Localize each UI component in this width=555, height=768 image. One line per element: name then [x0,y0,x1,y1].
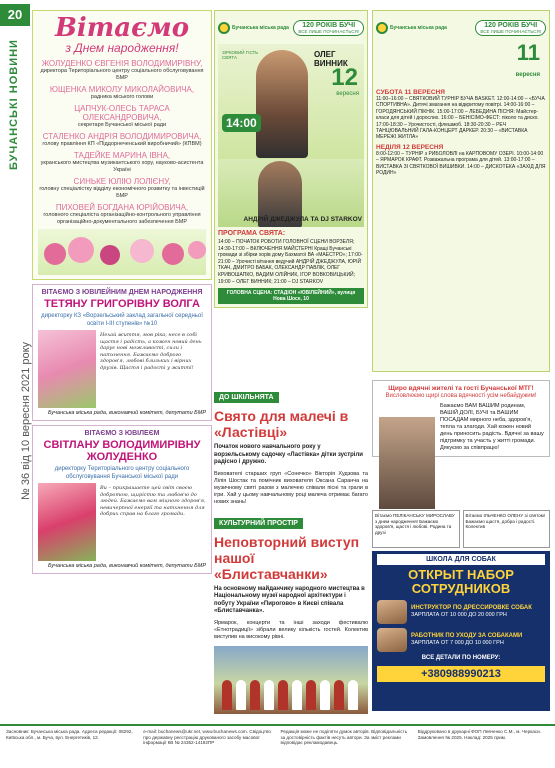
city-logo [218,22,289,34]
festival-poster-sunday [214,10,368,308]
article-body: Вихователі старших груп «Сонечко» Вікторія Худзова та Лілія Шостак та помічник вихователя Оксана Саранча на музичному святі разом з малечею співали пісні та грали в ігри. Хай у цьому навчальному році малеча отримає багато нових знань! [214,470,368,505]
small-ad: Вітаємо ПЕЛІКАНСЬКУ МИРОСЛАВУ з днем народження! Бажаємо здоров'я, щастя і любові. Родина та друзі [372,510,460,548]
congrats-name: СИНЬКЕ ЮЛІЮ ЛОЛІЄНУ, [73,177,171,186]
sunday-program: 8:00-12:00 – ТУРНІР з РИБОЛОВЛІ на КАРПОВОМУ ОЗЕРІ. 10:00-14:00 – ЯРМАРОК КРАФТ. Розважальна програма для дітей. 13:00-17:00 – ВИСТАВКА ЗІ СВЯТКОВОЇ ВИШИВКИ. 14:00 – ДИСКОТЕКА «ЗАХІД ДЛЯ РОДИН» [376,150,546,177]
congrats-name: СТАЛЕНКО АНДРІЯ ВОЛОДИМИРОВИЧА, [42,132,202,141]
poster-header [218,14,364,42]
congrats-name: ЮЩЕНКА МИКОЛУ МИКОЛАЙОВИЧА, [49,85,195,94]
thanks-heading: Щиро вдячні жителі та гості Бучанської МТГ! [388,385,534,392]
ad-headline: ОТКРЫТ НАБОР СОТРУДНИКОВ [408,567,514,596]
congrats-role: голову правління КП «Піддорнеченський виробничий» (КПВМ) [42,141,202,147]
host-names: АНДРІЙ ДЖЕДЖУЛА ТА DJ STARKOV [243,216,362,223]
job-title: РАБОТНИК ПО УХОДУ ЗА СОБАКАМИ [411,633,523,640]
guest-label: ЗІРКОВИЙ ГІСТЬ СВЯТА [222,50,259,60]
portrait-photo [379,417,435,509]
event-date: 12 [331,64,358,91]
thanks-block [372,380,550,457]
job-salary: ЗАРПЛАТА ОТ 7 000 ДО 10 000 ГРН [411,640,504,646]
imprint-footer [0,724,555,768]
anniversary-badge [293,20,364,36]
date-number: 11 [516,40,540,65]
ad-brand: ШКОЛА ДЛЯ СОБАК [377,554,545,565]
footer-print: Віддруковано в друкарні ФОП Левченко С.М., м. Черкаси. Замовлення № 2025. Наклад: 2025 прим. [417,729,541,740]
congrats-role: головного спеціаліста організаційно-контрольного управління організаційно-документального забезпечення БМР [43,212,201,225]
saturday-heading: СУБОТА 11 ВЕРЕСНЯ [376,89,445,96]
coat-of-arms-icon [376,22,388,34]
congrats-subtitle: з Днем народження! [65,41,179,55]
schedule-header [376,14,546,42]
job-salary: ЗАРПЛАТА ОТ 10 000 ДО 20 000 ГРН [411,612,507,618]
article-title: Неповторний виступ нашої «Блиставчанки» [214,533,360,582]
saturday-program: 11:00–16:00 – СВЯТКОВИЙ ТУРНІР БУЧА BASKET. 12:00-14:00 – «БУЧА СПОРТИВНА». Дитячі змагання на відкритому повітрі. 14:00-16:00 – ГОРОДЯНСЬКИЙ ПІКНІК. 15:00-17:00 – ЛЕБЕДИНА ПІСНЯ: Майстер-класи для дітей і дорослих. 16:00 – БЕНІСІМО-ФЕСТ: піколо та диско. 17:00-18:30 – Урочистості, флешмоб. 18:30-20:30 – РЕЧ ТАНЦЮВАЛЬНИЙ ГАЛА-КОНЦЕРТ ДАРКЕР. 20:30 – «ВИСТАВКА МЕРЕЖІ ЖИТЛА» [376,96,545,141]
jubilee-name: ТЕТЯНУ ГРИГОРІВНУ ВОЛГА [44,298,200,310]
choir-photo [214,646,368,714]
city-logo [376,22,447,34]
congrats-role: директора Територіального центру соціального обслуговування БМР [40,68,204,81]
page-strip [0,0,30,722]
strip-vertical [2,30,32,720]
bouquet-image [38,483,96,561]
article-blystavchanka [214,512,368,714]
issue-info: № 36 від 10 вересня 2021 року [20,341,32,500]
schedule-card [372,10,550,372]
congrats-name: ТАДЕЙКЕ МАРИНА ІВНА, [73,151,171,160]
schedule-date [376,42,546,86]
jubilee-role: директорку Територіального центру соціального обслуговування Бучанської міської ради [54,466,190,480]
poster-hero-2 [218,159,364,227]
thanks-subheading: Висловлюємо щирі слова вдячності усім небайдужим! [385,393,537,399]
program-title: ПРОГРАМА СВЯТА: [218,230,286,237]
jubilee-signature: Бучанська міська рада, виконавчий комітет, депутати БМР [47,410,206,416]
jubilee-name: СВІТЛАНУ ВОЛОДИМИРІВНУ ЖОЛУДЕНКО [43,439,201,463]
job-title: ИНСТРУКТОР ПО ДРЕССИРОВКЕ СОБАК [411,605,532,612]
article-body: Ярмарок, концерти та інші заходи фестивалю «Етнотрадиції» зібрали велику кількість гостей. Колектив виступив на високому рівні. [214,619,368,640]
dog-school-ad [372,551,550,711]
job-offer [377,600,545,624]
festival-poster-schedule [372,10,550,372]
ad-phone[interactable]: +380988990213 [377,666,545,682]
anniversary-badge [475,20,546,36]
program [218,230,364,285]
congrats-name: ЦАПЧУК-ОЛЕСЬ ТАРАСА ОЛЕКСАНДРОВИЧА, [74,104,170,122]
congrats-role: секретаря Бучанської міської ради [77,122,167,128]
article-lead: Початок нового навчального року у ворзельському садочку «Ластівка» дітки зустріли радісно і дружно. [214,444,363,465]
small-ad: Вітаємо ІЛЬЧЕНКО ОЛЕНУ зі святом! Бажаємо щастя, добра і радості. Колектив [463,510,551,548]
jubilee-role: директорку КЗ «Ворзельський заклад загальної середньої освіти І-ІІІ ступенів» №10 [41,313,203,327]
sunday-heading: НЕДІЛЯ 12 ВЕРЕСНЯ [376,143,444,151]
roses-image [38,330,96,408]
congrats-role: головну спеціалістку відділу економічного розвитку та інвестицій БМР [39,186,205,199]
small-ads [372,510,550,548]
article-lead: На основному майданчику народного мистецтва в Національному музеї народної архітектури і побуту України «Пирогово» в Києві співала «Блиставчанка». [214,585,365,614]
congrats-column [32,10,212,574]
article-title: Свято для малечі в «Ластівці» [214,408,349,440]
rubric-label: КУЛЬТУРНИЙ ПРОСТІР [214,518,303,529]
event-time: 14:00 [222,114,261,132]
congrats-list [38,59,206,226]
program-text: 14:00 – ПОЧАТОК РОБОТИ ГОЛОВНОЇ СЦЕНИ ВОРЗЕЛЯ; 14:30-17:00 – ВКЛЮЧЕННЯ МАЙСТЕРНІ Кращі Бучанські громади зі збірки хорів дому Бахматої ВА «МАЕСТРО»; 17:00-21:00 – Урочисті вітання ведучий АНДРІЙ ДЖЕДЖУЛА, ЮРІЙ ТКАЧ, ДМИТРО БАБАК, ОЛЕКСАНДР ПАВЛІК, ОЛЕГ КРИВОШАПКО, ВАДИМ ОЛІЙНИК, ІГОР ВОВКОВИЦЬКИЙ; 19:00 – ОЛЕГ ВИННИК; 21:00 – DJ STARKOV [218,239,363,285]
footer-disclaimer: Редакція може не поділяти думок авторів. Відповідальність за достовірність фактів несуть автори. За зміст реклами відповідає рекламодавець. [280,729,408,746]
newspaper-brand: БУЧАНСЬКІ НОВИНИ [8,39,20,170]
article-lastivka [214,386,368,506]
badge-title: 120 РОКІВ БУЧІ [484,22,538,29]
job-offer [377,628,545,652]
congrats-role: укранського мистецтва музикантського хору, науково-асистента Україні [40,160,204,173]
jubilee-signature: Бучанська міська рада, виконавчий комітет, депутати БМР [47,563,206,569]
date-month: вересня [515,72,540,78]
jubilee-card-zholudenko [32,425,212,574]
event-month: вересня [336,91,359,97]
event-location: ГОЛОВНА СЦЕНА: СТАДІОН «ЮВІЛЕЙНИЙ», вулиця Нова Шосе, 10 [218,288,364,304]
congrats-name: ЖОЛУДЕНКО ЄВГЕНІЯ ВОЛОДИМИРІВНУ, [41,59,203,68]
congrats-name: ПИХОВЕЙ БОГДАНА ЮРІЙОВИЧА, [55,203,189,212]
jubilee-card-volga [32,284,212,421]
birthday-congrats [32,10,212,280]
ad-contact-label: ВСЕ ДЕТАЛИ ПО НОМЕРУ: [421,655,501,661]
badge-subtitle: ВСЕ ЛИШЕ ПОЧИНАЄТЬСЯ! [298,29,359,34]
thanks-text: Бажаємо ВАМ ВАШИМ родинам, ВАШІЙ ДОЛІ, БУЧІ та ВАШИМ ПОСАДАМ мирного неба, здоров'я, тепла та злагоди. Хай кожен новий день приносить радість. Вдячні за вашу підтримку та участь у житті громади. Дякуємо за співпрацю! [440,403,544,451]
page-number: 20 [0,4,30,26]
footer-contacts: e-mail: buchanews@ukr.net, www.buchanews.com. Свідоцтво про державну реєстрацію друкованого засобу масової інформації КВ № 24352-14192ПР [143,729,271,746]
congrats-role: радника міського голови [90,94,154,100]
jubilee-heading: ВІТАЄМО З ЮВІЛЕЄМ [84,430,160,437]
singer-photo [256,50,308,158]
footer-founder: Засновник: Бучанська міська рада. Адреса редакції: 08292, Київська обл., м. Буча, вул. Енергетиків, 12. [6,729,133,740]
org-name: Бучанська міська рада [390,25,447,31]
articles [214,380,368,714]
rubric-label: ДО ШКІЛЬНЯТА [214,392,279,403]
jubilee-poem: Ви – прикрашаєте цей світ своєю добротою, щирістю та любов'ю до людей. Бажаємо вам міцного здоров'я, невичерпної енергії та натхнення для добрих справ на благо громади. [100,485,206,517]
badge-title: 120 РОКІВ БУЧІ [302,22,356,29]
star-guest: ОЛЕГ ВИННИК [314,50,348,68]
poster-card [214,10,368,308]
coat-of-arms-icon [218,22,230,34]
jubilee-poem: Нехай життя, мов ріка, несе в собі щастя і радість, а кожен новий день дарує нові можливості, сили і натхнення. Бажаємо доброго здоров'я, любові близьких і вірних друзів. Щастя і радості у житті! [100,332,202,371]
dog-photo [377,600,407,624]
poster-hero [218,44,364,159]
jubilee-heading: ВІТАЄМО З ЮВІЛЕЙНИМ ДНЕМ НАРОДЖЕННЯ [41,289,203,296]
badge-subtitle: ВСЕ ЛИШЕ ПОЧИНАЄТЬСЯ! [480,29,541,34]
org-name: Бучанська міська рада [232,25,289,31]
dog-photo [377,628,407,652]
congrats-title: Вітаємо [54,13,190,43]
flowers-illustration [38,229,206,275]
